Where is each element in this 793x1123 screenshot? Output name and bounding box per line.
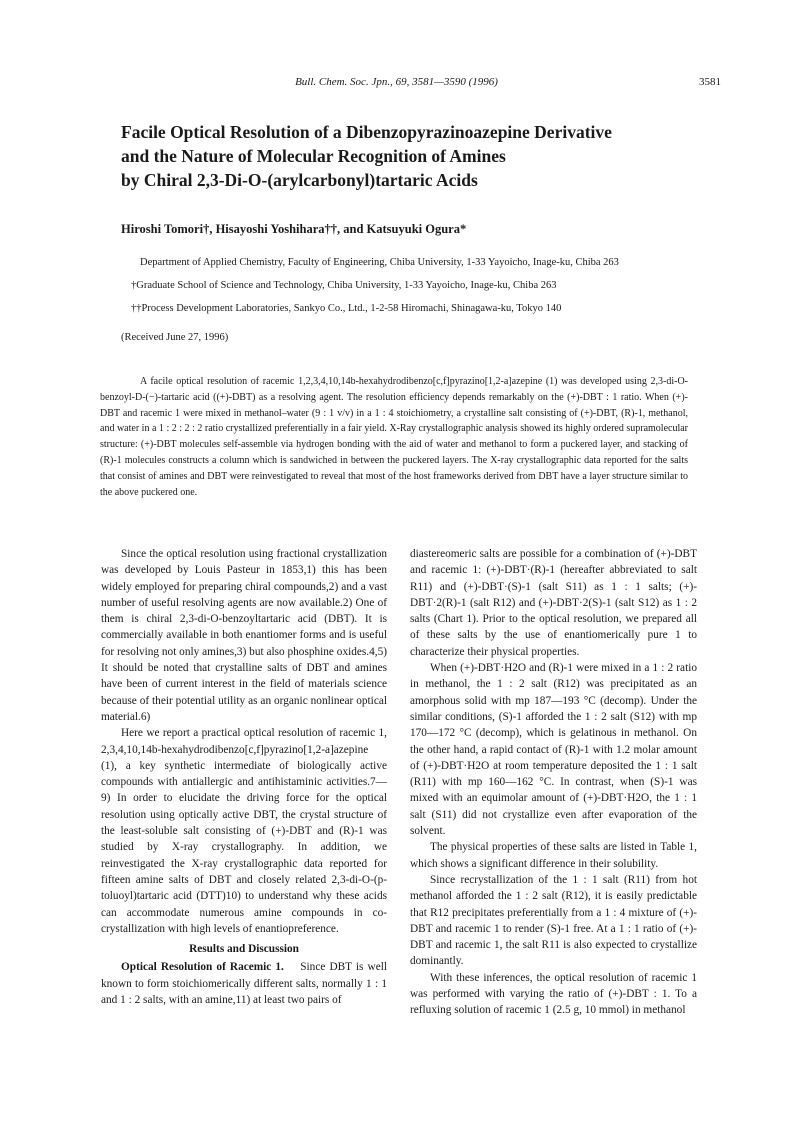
author-list: Hiroshi Tomori†, Hisayoshi Yoshihara††, and Katsuyuki Ogura* [121, 222, 467, 236]
paragraph: When (+)-DBT·H2O and (R)-1 were mixed in a 1 : 2 ratio in methanol, the 1 : 2 salt (R12) was precipitated as an amorphous solid with mp 187—193 °C (decomp). Under the similar conditions, (S)-1 afforded the 1 : 2 salt (S12) with mp 170—172 °C (decomp), which is gelatinous in methanol. On the other hand, a rapid contact of (R)-1 with 1.2 molar amount of (+)-DBT·H2O at room temperature deposited the 1 : 1 salt (R11) with mp 160—162 °C. In contrast, when (S)-1 was mixed with an equimolar amount of (+)-DBT·H2O, the 1 : 1 salt (S11) did not crystallize even after evaporation of the solvent. [410, 662, 697, 838]
journal-citation: Bull. Chem. Soc. Jpn., 69, 3581—3590 (1996) [295, 76, 498, 88]
page-number: 3581 [699, 76, 721, 88]
paragraph-text: Since DBT is well known to form stoichiomerically different salts, normally 1 : 1 and 1 : 2 salts, with an amine,11) at least two pairs of [101, 961, 387, 1007]
body-column-right [410, 546, 697, 1019]
paragraph: The physical properties of these salts are listed in Table 1, which shows a significant difference in their solubility. [410, 841, 697, 870]
paragraph: Since the optical resolution using fractional crystallization was developed by Louis Pasteur in 1853,1) this has been widely employed for preparing chiral compounds,2) and a vast number of useful resolving agents are now available.2) One of them is chiral 2,3-di-O-benzoyltartaric acid (DBT). It is commercially available in both enantiomer forms and is useful for resolving not only amines,3) but also phosphine oxides.4,5) It should be noted that crystalline salts of DBT and amines have been of current interest in the field of materials science because of their potential utility as an organic nonlinear optical material.6) [101, 548, 387, 723]
title-line: Facile Optical Resolution of a Dibenzopyrazinoazepine Derivative [121, 122, 612, 142]
section-heading: Results and Discussion [189, 943, 299, 956]
received-date: (Received June 27, 1996) [121, 332, 229, 343]
paragraph-lead: Optical Resolution of Racemic 1. [121, 961, 284, 974]
paragraph: Here we report a practical optical resolution of racemic 1, 2,3,4,10,14b-hexahydrodibenzo[c,f]pyrazino[1,2-a]azepine (1), a key synthetic intermediate of biologically active compounds with antiallergic and antihistaminic activities.7—9) In order to elucidate the driving force for the optical resolution using optically active DBT, the crystal structure of the least-soluble salt consisting of (+)-DBT and (R)-1 was studied by X-ray crystallography. In addition, we reinvestigated the X-ray crystallographic data reported for fifteen amine salts of DBT and closely related 2,3-di-O-(p-toluoyl)tartaric acid (DTT)10) to understand why these acids can accommodate numerous amine compounds in co-crystallization with high levels of enantiopreference. [101, 727, 387, 935]
paragraph: Since recrystallization of the 1 : 1 salt (R11) from hot methanol afforded the 1 : 2 salt (R12), it is easily predictable that R12 precipitates preferentially from a 1 : 4 mixture of (+)-DBT and racemic 1 to render (S)-1 free. At a 1 : 1 ratio of (+)-DBT and racemic 1, the salt R11 is also expected to crystallize dominantly. [410, 873, 697, 968]
title-line: and the Nature of Molecular Recognition of Amines [121, 146, 506, 166]
affiliation: †Graduate School of Science and Technology, Chiba University, 1-33 Yayoicho, Inage-ku, Chiba 263 [131, 280, 557, 291]
affiliation: Department of Applied Chemistry, Faculty of Engineering, Chiba University, 1-33 Yayoicho, Inage-ku, Chiba 263 [140, 257, 619, 268]
title-line: by Chiral 2,3-Di-O-(arylcarbonyl)tartaric Acids [121, 170, 478, 190]
paragraph: diastereomeric salts are possible for a combination of (+)-DBT and racemic 1: (+)-DBT·(R)-1 (hereafter abbreviated to salt R11) and (+)-DBT·(S)-1 (salt S11) as 1 : 1 salts; (+)-DBT·2(R)-1 (salt R12) and (+)-DBT·2(S)-1 (salt S12) as 1 : 2 salts (Chart 1). Prior to the optical resolution, we prepared all of these salts by the use of enantiomerically pure 1 to characterize their physical properties. [410, 548, 697, 658]
affiliation: ††Process Development Laboratories, Sankyo Co., Ltd., 1-2-58 Hiromachi, Shinagawa-ku, Tokyo 140 [131, 303, 562, 314]
abstract: A facile optical resolution of racemic 1,2,3,4,10,14b-hexahydrodibenzo[c,f]pyrazino[1,2-a]azepine (1) was developed using 2,3-di-O-benzoyl-D-(−)-tartaric acid ((+)-DBT) as a resolving agent. The resolution efficiency depends remarkably on the (+)-DBT : 1 ratio. When (+)-DBT and racemic 1 were mixed in methanol–water (9 : 1 v/v) in a 1 : 4 stoichiometry, a crystalline salt consisting of (+)-DBT, (R)-1, methanol, and water in a 1 : 2 : 2 : 2 ratio crystallized preferentially in a fair yield. X-Ray crystallographic analysis showed its highly ordered supramolecular structure: (+)-DBT molecules self-assemble via hydrogen bonding with the aid of water and methanol to form a puckered layer, and stacking of (R)-1 molecules constructs a column which is sandwiched in between the puckered layers. The X-ray crystallographic data reported for the salts that consist of amines and DBT were reinvestigated to reveal that most of the host frameworks derived from DBT have a layer structure similar to the above puckered one. [100, 376, 688, 498]
paragraph [101, 959, 387, 1008]
paragraph: With these inferences, the optical resolution of racemic 1 was performed with varying the ratio of (+)-DBT : 1. To a refluxing solution of racemic 1 (2.5 g, 10 mmol) in methanol [410, 971, 697, 1017]
article-title [121, 120, 741, 192]
body-column-left [101, 546, 387, 1008]
